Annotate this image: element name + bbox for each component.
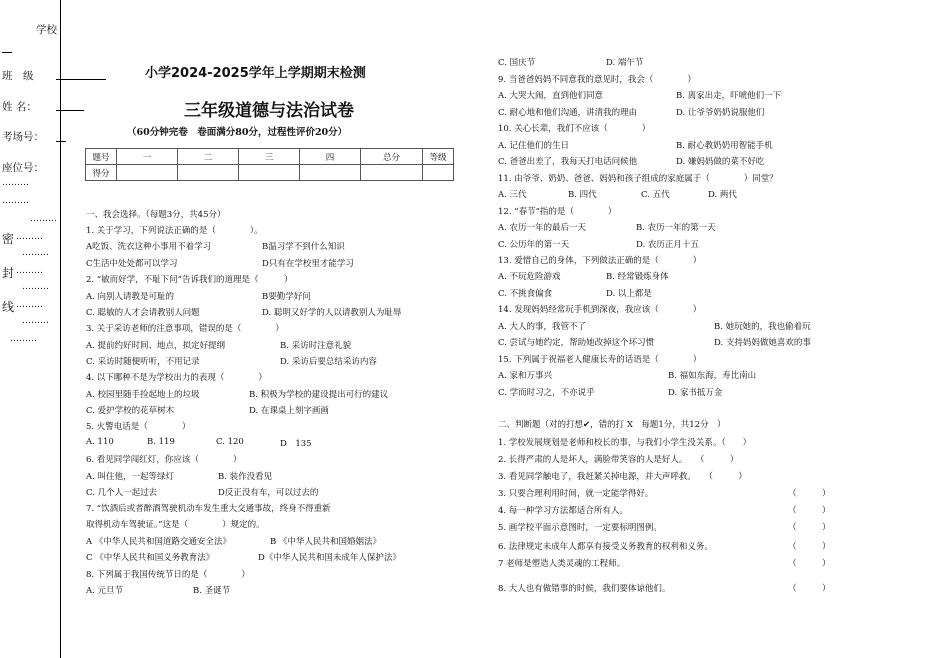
question-stem: 5. 火警电话是（ ） <box>86 422 191 432</box>
dots-row: ……… <box>22 316 49 326</box>
option-d: D《中华人民共和国未成年人保护法》 <box>258 553 401 563</box>
school-underline <box>2 52 12 53</box>
score-header-cell: 三 <box>239 149 300 165</box>
score-header-cell: 题号 <box>86 149 117 165</box>
question-stem: 10. 关心长辈，我们不应该（ ） <box>498 124 651 134</box>
option-a: A. 提前约好时间、地点，拟定好提纲 <box>86 341 226 351</box>
score-cell <box>361 165 423 181</box>
option-b: B. 积极为学校的建设提出可行的建议 <box>249 390 389 400</box>
option-d: D. 两代 <box>708 190 737 200</box>
option-a: A. 记住他们的生日 <box>498 141 570 151</box>
option-d: D. 让爷爷奶奶说服他们 <box>676 108 765 118</box>
option-c: C. 聪敏的人才会请教别人问题 <box>86 308 200 318</box>
question-stem: 2. “敏而好学，不耻下问”告诉我们的道理是（ ） <box>86 275 293 285</box>
option-a: A. 三代 <box>498 190 527 200</box>
question-stem: 14. 发现妈妈经常玩手机到深夜，我应该（ ） <box>498 305 702 315</box>
answer-paren: （ ） <box>788 559 831 569</box>
option-d: D. 采访后要总结采访内容 <box>280 357 377 367</box>
question-stem: 15. 下列属于祝福老人健康长寿的话语是（ ） <box>498 355 702 365</box>
judge-item: 3. 看见同学触电了，我赶紧关掉电源，并大声呼救。 （ ） <box>498 472 747 482</box>
seal-mi: 密 <box>2 232 15 246</box>
option-c: C. 爱护学校的花草树木 <box>86 406 175 416</box>
option-a: A. 110 <box>86 437 114 447</box>
exam-title: 小学2024-2025学年上学期期末检测 <box>145 66 366 81</box>
option-b: B要勤学好问 <box>262 292 311 302</box>
score-cell <box>239 165 300 181</box>
dots-row: ……… <box>16 266 43 276</box>
judge-item: 4. 每一种学习方法都适合所有人。 <box>498 506 628 516</box>
judge-item: 5. 画学校平面示意图时，一定要标明图例。 <box>498 523 662 533</box>
option-d: D反正没有车，可以过去的 <box>218 488 319 498</box>
judge-item: 8. 大人也有做错事的时候，我们要体谅他们。 <box>498 584 671 594</box>
option-c: C. 几个人一起过去 <box>86 488 158 498</box>
score-cell <box>117 165 178 181</box>
option-c: C. 不挑食偏食 <box>498 289 553 299</box>
exam-subtitle: （60分钟完卷 卷面满分80分，过程性评价20分） <box>127 127 348 138</box>
school-label: 学校 <box>36 24 57 36</box>
option-c: C生活中处处都可以学习 <box>86 259 178 269</box>
answer-paren: （ ） <box>788 489 831 499</box>
binding-line <box>60 0 61 658</box>
option-a: A. 叫住他，一起等绿灯 <box>86 472 175 482</box>
option-d: D. 在课桌上刻字画画 <box>249 406 329 416</box>
option-c: C. 爸爸出差了，我每天打电话问候他 <box>498 157 638 167</box>
option-a: A. 校园里随手捡起地上的垃圾 <box>86 390 200 400</box>
option-c: C. 120 <box>216 437 244 447</box>
option-d: D. 家书抵万金 <box>668 388 723 398</box>
score-cell <box>178 165 239 181</box>
question-stem: 4. 以下哪种不是为学校出力的表现（ ） <box>86 373 267 383</box>
option-c: C. 尝试与她约定，帮助她改掉这个坏习惯 <box>498 338 655 348</box>
score-cell <box>300 165 361 181</box>
seal-xian: 线 <box>2 300 15 314</box>
option-a: A. 向别人请教是可耻的 <box>86 292 175 302</box>
question-stem: 9. 当爸爸妈妈不同意我的意见时，我会（ ） <box>498 75 696 85</box>
option-c: C 《中华人民共和国义务教育法》 <box>86 553 215 563</box>
option-d: D. 农历正月十五 <box>636 240 699 250</box>
judge-item: 2. 长得严肃的人是坏人，满脸带笑容的人是好人。 （ ） <box>498 455 739 465</box>
option-b: B. 经常锻炼身体 <box>606 272 669 282</box>
section2-title: 二、判断题（对的打想✔，错的打 X 每题1分，共12分 ） <box>498 420 726 430</box>
score-header-cell: 四 <box>300 149 361 165</box>
option-a: A 《中华人民共和国道路交通安全法》 <box>86 537 231 547</box>
option-a: A. 农历一年的最后一天 <box>498 223 587 233</box>
option-b: B. 她玩她的，我也偷着玩 <box>714 322 811 332</box>
dots-row: ……… <box>16 300 43 310</box>
name-underline <box>56 110 84 111</box>
option-b: B 《中华人民共和国婚姻法》 <box>270 537 381 547</box>
option-a: A. 家和万事兴 <box>498 371 553 381</box>
answer-paren: （ ） <box>788 584 831 594</box>
question-stem-continued: 取得机动车驾驶证。”这是（ ）规定的。 <box>86 520 265 530</box>
score-cell <box>423 165 454 181</box>
dots-row: ……… <box>2 196 29 206</box>
exam-subject-title: 三年级道德与法治试卷 <box>184 101 354 121</box>
question-stem: 6. 看见同学闯红灯，你应该（ ） <box>86 455 242 465</box>
question-stem: 13. 爱惜自己的身体，下列做法正确的是（ ） <box>498 256 702 266</box>
score-row-label: 得分 <box>86 165 117 181</box>
score-header-cell: 等级 <box>423 149 454 165</box>
dots-row: ……… <box>22 282 49 292</box>
question-stem: 1. 关于学习，下列说法正确的是（ ）。 <box>86 226 263 236</box>
judge-item: 3. 只要合理利用时间，就一定能学得好。 <box>498 489 654 499</box>
seat-label: 座位号： <box>2 162 44 174</box>
option-b: B. 采访时注意礼貌 <box>280 341 352 351</box>
option-a: A吃饭、洗衣这种小事用不着学习 <box>86 242 212 252</box>
question-stem: 8. 下列属于我国传统节日的是（ ） <box>86 570 250 580</box>
option-b: B. 离家出走，吓唬他们一下 <box>676 91 782 101</box>
answer-paren: （ ） <box>788 523 831 533</box>
question-stem: 7. “饮酒后或者醉酒驾驶机动车发生重大交通事故，终身不得重新 <box>86 504 331 514</box>
question-stem: 12. “春节”指的是（ ） <box>498 207 617 217</box>
exam-no-label: 考场号： <box>2 131 44 143</box>
score-table-score-row <box>86 165 454 181</box>
class-label: 班 级 <box>2 70 34 82</box>
option-c: C. 五代 <box>641 190 670 200</box>
option-a: A. 元旦节 <box>86 586 124 596</box>
option-c: C. 公历年的第一天 <box>498 240 570 250</box>
option-b: B. 119 <box>147 437 175 447</box>
option-b: B. 圣诞节 <box>193 586 231 596</box>
judge-item: 7 老师是塑造人类灵魂的工程师。 <box>498 559 626 569</box>
option-a: A. 大哭大闹，直到他们同意 <box>498 91 604 101</box>
score-header-cell: 一 <box>117 149 178 165</box>
exam-no-underline <box>56 141 66 142</box>
score-table-header-row <box>86 149 454 165</box>
dots-row: ……… <box>10 334 37 344</box>
option-d: D. 嫌妈妈做的菜不好吃 <box>676 157 765 167</box>
seal-feng: 封 <box>2 266 15 280</box>
section1-title: 一、我会选择。（每题3分，共45分） <box>86 210 226 220</box>
judge-item: 1. 学校发展规划是老师和校长的事，与我们小学生没关系。（ ） <box>498 438 752 448</box>
judge-item: 6. 法律规定未成年人都享有接受义务教育的权利和义务。 <box>498 542 713 552</box>
name-label: 姓 名： <box>2 101 37 113</box>
option-b: B. 四代 <box>568 190 597 200</box>
option-d: D. 支持妈妈做她喜欢的事 <box>714 338 811 348</box>
dots-row: ……… <box>22 248 49 258</box>
option-a: A. 大人的事，我管不了 <box>498 322 587 332</box>
question-stem: 11. 由爷爷、奶奶、爸爸、妈妈和孩子组成的家庭属于（ ）同堂？ <box>498 174 778 184</box>
option-d: D. 聪明又好学的人以请教别人为耻辱 <box>262 308 402 318</box>
class-underline <box>56 79 106 80</box>
score-header-cell: 二 <box>178 149 239 165</box>
option-a: A. 不玩危险游戏 <box>498 272 561 282</box>
option-d: D. 以上都是 <box>606 289 652 299</box>
option-c: C. 国庆节 <box>498 58 536 68</box>
dots-row: ……… <box>16 232 43 242</box>
option-c: C. 耐心地和他们沟通，讲清我的理由 <box>498 108 638 118</box>
option-b: B温习学不到什么知识 <box>262 242 345 252</box>
option-c: C. 采访时随便听听，不用记录 <box>86 357 200 367</box>
question-stem: 3. 关于采访老师的注意事项，错误的是（ ） <box>86 324 284 334</box>
dots-row: ……… <box>30 214 57 224</box>
option-d: D 135 <box>280 439 312 449</box>
dots-row: ……… <box>2 178 29 188</box>
option-b: B. 农历一年的第一天 <box>636 223 716 233</box>
option-d: D. 端午节 <box>606 58 644 68</box>
score-table <box>85 148 454 181</box>
score-header-cell: 总分 <box>361 149 423 165</box>
option-b: B. 耐心教奶奶用智能手机 <box>676 141 773 151</box>
option-b: B. 福如东海，寿比南山 <box>668 371 757 381</box>
answer-paren: （ ） <box>788 506 831 516</box>
answer-paren: （ ） <box>788 542 831 552</box>
option-c: C. 学而时习之，不亦说乎 <box>498 388 595 398</box>
option-d: D只有在学校里才能学习 <box>262 259 354 269</box>
option-b: B. 装作没看见 <box>218 472 273 482</box>
